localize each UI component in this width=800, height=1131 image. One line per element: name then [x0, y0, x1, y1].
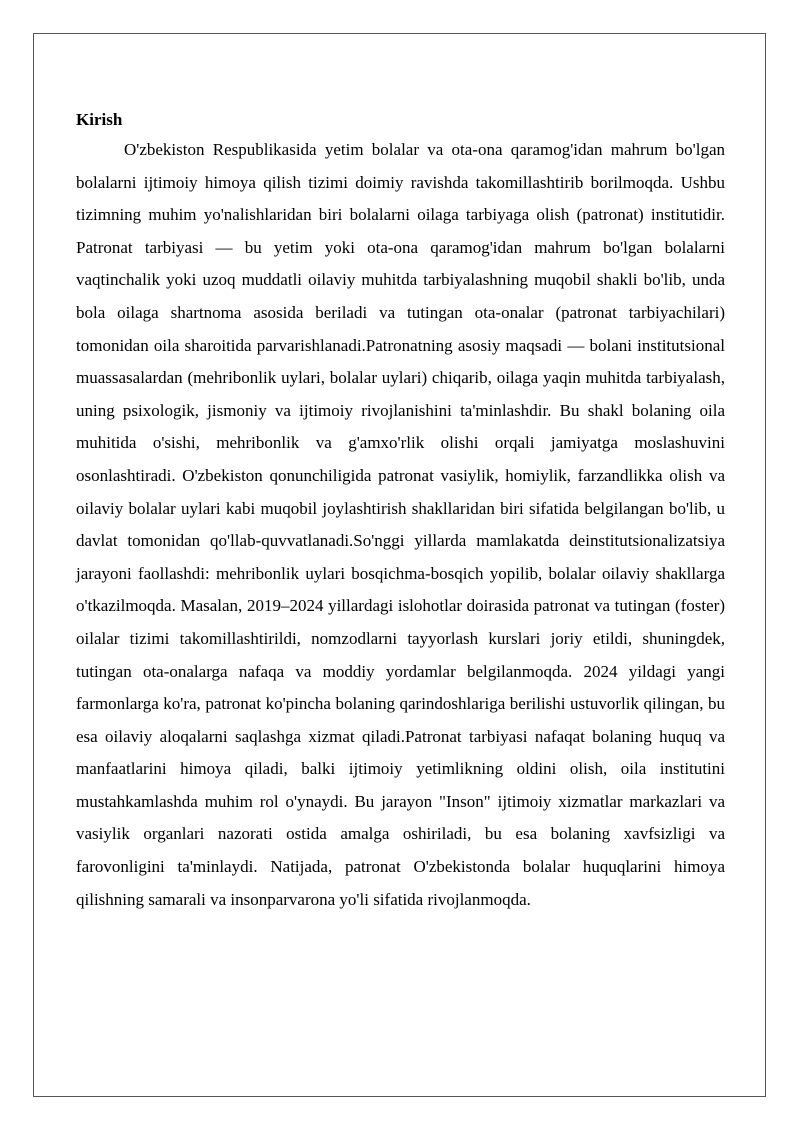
body-paragraph: O'zbekiston Respublikasida yetim bolalar va ota-ona qaramog'idan mahrum bo'lgan bolalarni ijtimoiy himoya qilish tizimi doimiy ravishda takomillashtirib borilmoqda. Ushbu tizimning muhim yo'nalishlaridan biri bolalarni oilaga tarbiyaga olish (patronat) institutidir. Patronat tarbiyasi — bu yetim yoki ota-ona qaramog'idan mahrum bo'lgan bolalarni vaqtinchalik yoki uzoq muddatli oilaviy muhitda tarbiyalashning muqobil shakli bo'lib, unda bola oilaga shartnoma asosida beriladi va tutingan ota-onalar (patronat tarbiyachilari) tomonidan oila sharoitida parvarishlanadi.Patronatning asosiy maqsadi — bolani institutsional muassasalardan (mehribonlik uylari, bolalar uylari) chiqarib, oilaga yaqin muhitda tarbiyalash, uning psixologik, jismoniy va ijtimoiy rivojlanishini ta'minlashdir. Bu shakl bolaning oila muhitida o'sishi, mehribonlik va g'amxo'rlik olishi orqali jamiyatga moslashuvini osonlashtiradi. O'zbekiston qonunchiligida patronat vasiylik, homiylik, farzandlikka olish va oilaviy bolalar uylari kabi muqobil joylashtirish shakllaridan biri sifatida belgilangan bo'lib, u davlat tomonidan qo'llab-quvvatlanadi.So'nggi yillarda mamlakatda deinstitutsionalizatsiya jarayoni faollashdi: mehribonlik uylari bosqichma-bosqich yopilib, bolalar oilaviy shakllarga o'tkazilmoqda. Masalan, 2019–2024 yillardagi islohotlar doirasida patronat va tutingan (foster) oilalar tizimi takomillashtirildi, nomzodlarni tayyorlash kurslari joriy etildi, shuningdek, tutingan ota-onalarga nafaqa va moddiy yordamlar belgilanmoqda. 2024 yildagi yangi farmonlarga ko'ra, patronat ko'pincha bolaning qarindoshlariga berilishi ustuvorlik qilingan, bu esa oilaviy aloqalarni saqlashga xizmat qiladi.Patronat tarbiyasi nafaqat bolaning huquq va manfaatlarini himoya qiladi, balki ijtimoiy yetimlikning oldini olish, oila institutini mustahkamlashda muhim rol o'ynaydi. Bu jarayon "Inson" ijtimoiy xizmatlar markazlari va vasiylik organlari nazorati ostida amalga oshiriladi, bu esa bolaning xavfsizligi va farovonligini ta'minlaydi. Natijada, patronat O'zbekistonda bolalar huquqlarini himoya qilishning samarali va insonparvarona yo'li sifatida rivojlanmoqda. [76, 140, 725, 909]
document-body [76, 106, 725, 916]
section-heading: Kirish [76, 110, 123, 129]
